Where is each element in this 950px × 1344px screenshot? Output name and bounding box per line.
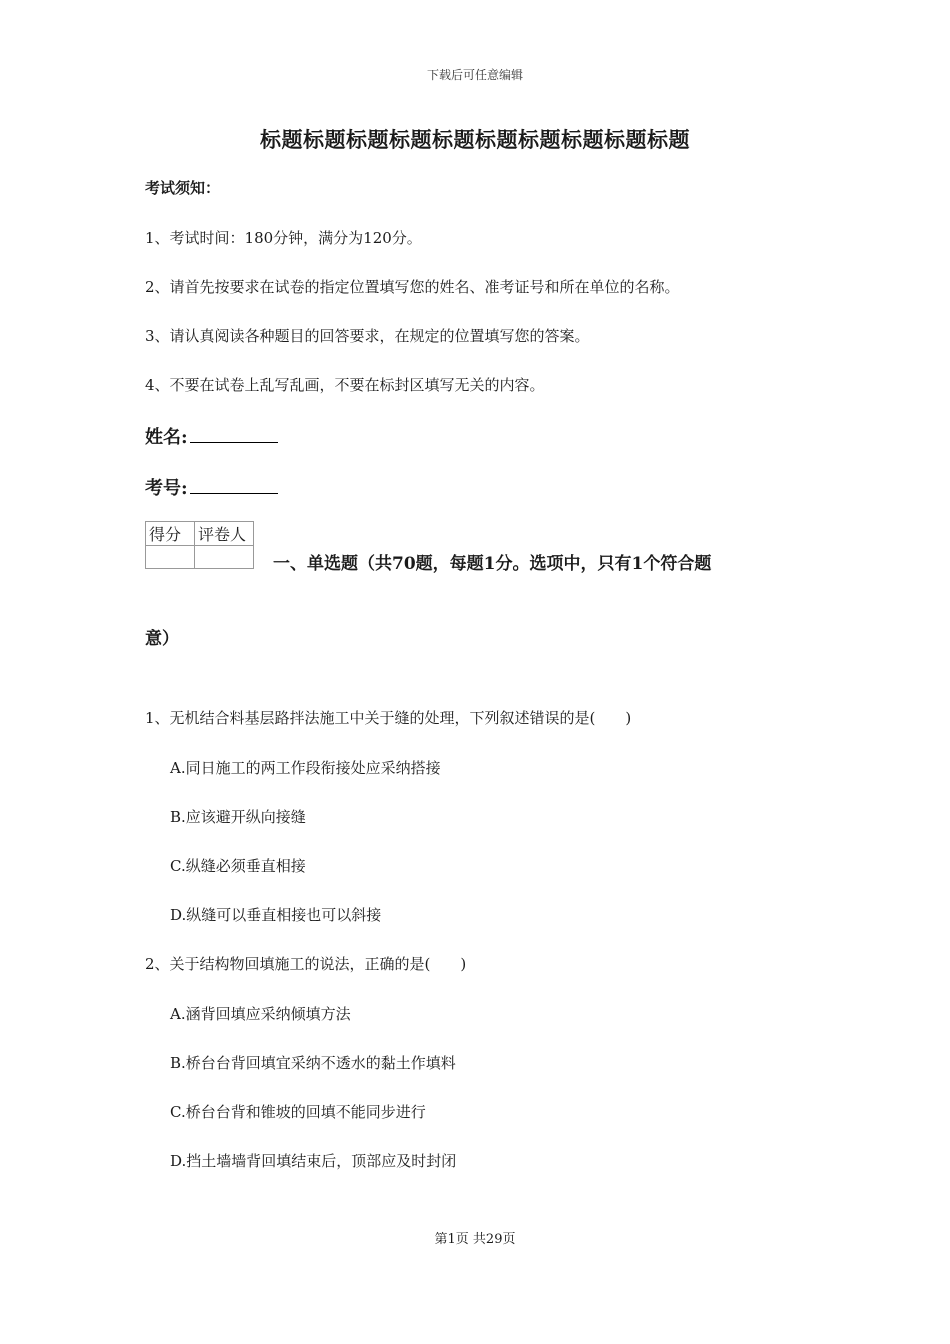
question-2-option-d: D.挡土墙墙背回填结束后，顶部应及时封闭: [170, 1152, 457, 1170]
score-header: 得分: [146, 522, 195, 546]
notice-item-2: 2、请首先按要求在试卷的指定位置填写您的姓名、准考证号和所在单位的名称。: [145, 278, 680, 296]
question-1-option-d: D.纵缝可以垂直相接也可以斜接: [170, 906, 382, 924]
question-2-option-a: A.涵背回填应采纳倾填方法: [170, 1005, 351, 1023]
name-label: 姓名:: [145, 427, 188, 448]
question-1-option-b: B.应该避开纵向接缝: [170, 808, 306, 826]
exam-id-label: 考号:: [145, 478, 188, 499]
score-table-blank-row: [146, 546, 254, 569]
notice-item-4: 4、不要在试卷上乱写乱画，不要在标封区填写无关的内容。: [145, 376, 545, 394]
notice-item-1: 1、考试时间：180分钟，满分为120分。: [145, 229, 422, 247]
exam-id-blank-line[interactable]: [190, 475, 278, 494]
grader-cell: [195, 546, 254, 569]
name-field: [145, 423, 278, 449]
question-1-stem: 1、无机结合料基层路拌法施工中关于缝的处理，下列叙述错误的是( ): [145, 709, 632, 727]
question-2-stem: 2、关于结构物回填施工的说法，正确的是( ): [145, 955, 467, 973]
name-blank-line[interactable]: [190, 424, 278, 443]
document-title: 标题标题标题标题标题标题标题标题标题标题: [260, 127, 690, 152]
question-1-option-a: A.同日施工的两工作段衔接处应采纳搭接: [170, 759, 441, 777]
question-2-option-c: C.桥台台背和锥坡的回填不能同步进行: [170, 1103, 426, 1121]
question-2-option-b: B.桥台台背回填宜采纳不透水的黏土作填料: [170, 1054, 456, 1072]
grader-header: 评卷人: [195, 522, 254, 546]
page-footer: 第1页 共29页: [434, 1232, 516, 1247]
notice-heading: 考试须知：: [145, 179, 221, 197]
score-table: [145, 521, 254, 569]
section-title: 一、单选题（共70题，每题1分。选项中，只有1个符合题: [273, 554, 712, 574]
section-title-continued: 意）: [145, 629, 179, 649]
notice-item-3: 3、请认真阅读各种题目的回答要求，在规定的位置填写您的答案。: [145, 327, 590, 345]
score-table-header-row: [146, 522, 254, 546]
question-1-option-c: C.纵缝必须垂直相接: [170, 857, 306, 875]
header-note: 下载后可任意编辑: [426, 68, 523, 82]
score-cell: [146, 546, 195, 569]
exam-id-field: [145, 474, 278, 500]
